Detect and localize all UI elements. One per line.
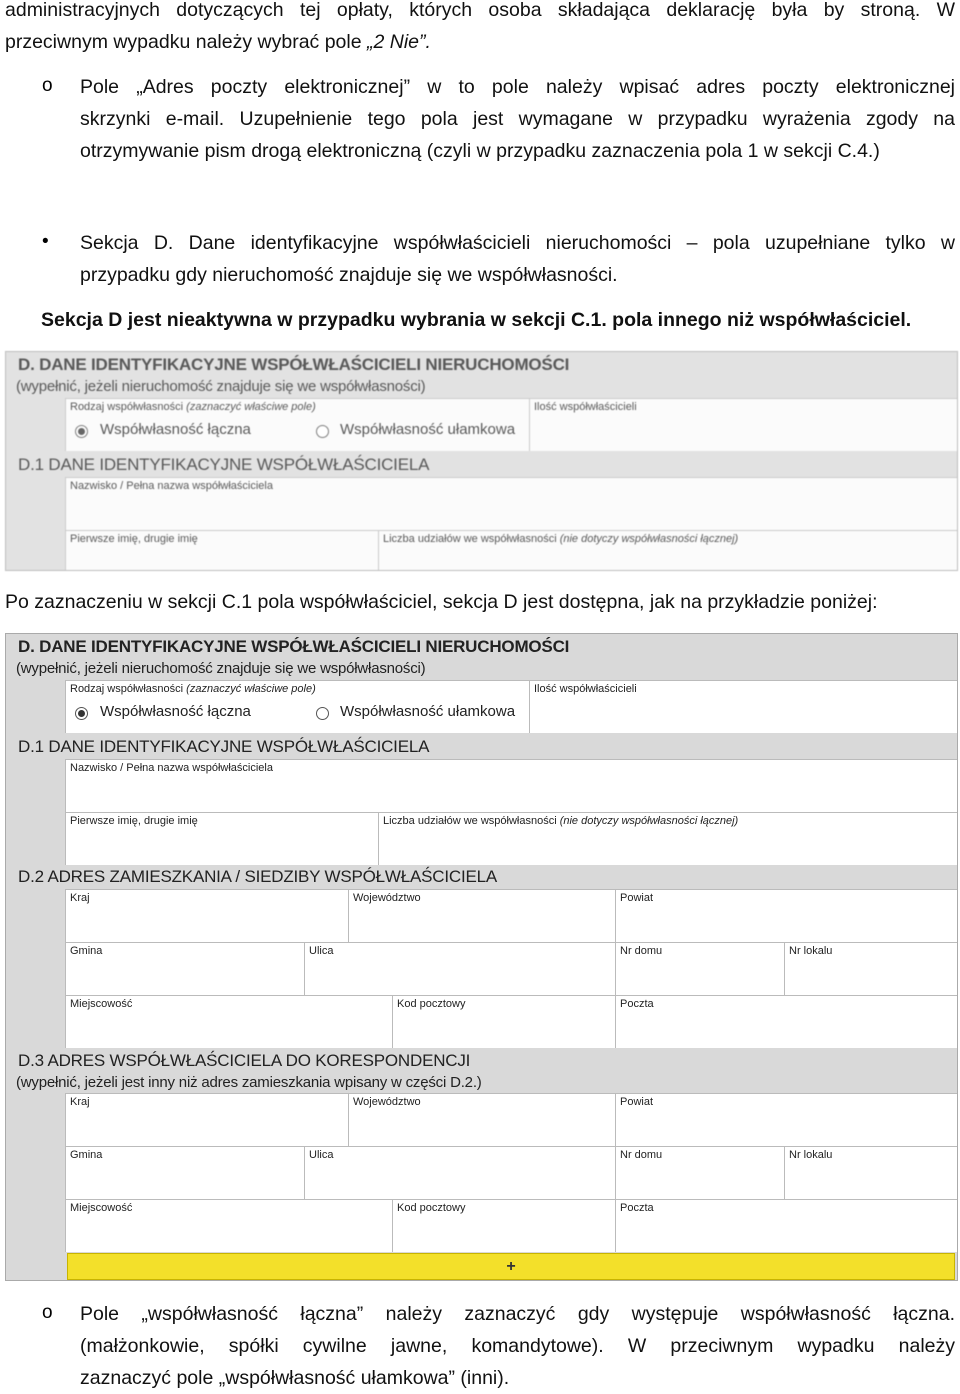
list-marker: • xyxy=(42,231,49,252)
country-field[interactable] xyxy=(65,889,348,942)
field-label: Ilość współwłaścicieli xyxy=(534,401,637,413)
section-title: D.1 DANE IDENTYFIKACYJNE WSPÓŁWŁAŚCICIELA xyxy=(18,455,430,474)
inactive-section-d-form xyxy=(5,351,958,571)
field-label: Ilość współwłaścicieli xyxy=(534,683,637,695)
field-label: Pierwsze imię, drugie imię xyxy=(70,533,198,545)
field-label: Nr domu xyxy=(620,945,663,957)
section-subtitle: (wypełnić, jeżeli nieruchomość znajduje się we współwłasności) xyxy=(16,378,426,395)
section-subtitle: (wypełnić, jeżeli nieruchomość znajduje się we współwłasności) xyxy=(16,660,426,677)
section-subtitle: (wypełnić, jeżeli jest inny niż adres zamieszkania wpisany w części D.2.) xyxy=(16,1074,482,1091)
section-title: D.1 DANE IDENTYFIKACYJNE WSPÓŁWŁAŚCICIELA xyxy=(18,737,430,756)
radio-fractional[interactable] xyxy=(316,707,329,720)
voivodeship-field[interactable] xyxy=(348,889,615,942)
house-number-field[interactable] xyxy=(615,1146,784,1199)
post-office-field[interactable] xyxy=(615,995,958,1048)
paragraph-line: otrzymywanie pism drogą elektroniczną (czyli w przypadku zaznaczenia pola 1 w sekcji C.4.) xyxy=(80,140,880,162)
shares-field[interactable] xyxy=(378,812,958,865)
surname-field[interactable] xyxy=(65,477,958,530)
co-owner-count-field[interactable] xyxy=(529,398,958,451)
section-title: D. DANE IDENTYFIKACYJNE WSPÓŁWŁAŚCICIELI NIERUCHOMOŚCI xyxy=(18,637,570,656)
surname-field[interactable] xyxy=(65,759,958,812)
field-label: Powiat xyxy=(620,892,654,904)
country-field[interactable] xyxy=(65,1093,348,1146)
street-field[interactable] xyxy=(304,942,615,995)
paragraph-line: Sekcja D. Dane identyfikacyjne współwłaścicieli nieruchomości – pola uzupełniane tylko w xyxy=(80,232,955,254)
list-marker: o xyxy=(42,75,53,96)
section-title: D. DANE IDENTYFIKACYJNE WSPÓŁWŁAŚCICIELI NIERUCHOMOŚCI xyxy=(18,355,570,374)
paragraph-line: administracyjnych dotyczących tej opłaty, których osoba składająca deklarację była by stroną. W xyxy=(5,0,955,21)
paragraph-line: skrzynki e-mail. Uzupełnienie tego pola jest wymagane w przypadku wyrażenia zgody na xyxy=(80,108,955,130)
option-reference: „2 Nie”. xyxy=(367,31,431,53)
option-label: Współwłasność ułamkowa xyxy=(340,421,516,438)
paragraph-line: przypadku gdy nieruchomość znajduje się we współwłasności. xyxy=(80,264,618,286)
add-co-owner-button[interactable]: + xyxy=(67,1253,955,1280)
apartment-number-field[interactable] xyxy=(784,942,958,995)
field-label: Pierwsze imię, drugie imię xyxy=(70,815,198,827)
post-office-field[interactable] xyxy=(615,1199,958,1252)
field-label: Nr lokalu xyxy=(789,945,833,957)
ownership-type-box xyxy=(65,398,529,451)
field-label: Kod pocztowy xyxy=(397,1202,466,1214)
paragraph-line xyxy=(5,26,431,58)
county-field[interactable] xyxy=(615,1093,958,1146)
option-label: Współwłasność łączna xyxy=(100,703,251,720)
field-label: Kraj xyxy=(70,1096,90,1108)
voivodeship-field[interactable] xyxy=(348,1093,615,1146)
field-label: Miejscowość xyxy=(70,1202,133,1214)
street-field[interactable] xyxy=(304,1146,615,1199)
field-label: Liczba udziałów we współwłasności (nie dotyczy współwłasności łącznej) xyxy=(383,815,739,827)
commune-field[interactable] xyxy=(65,942,304,995)
postal-code-field[interactable] xyxy=(392,1199,615,1252)
apartment-number-field[interactable] xyxy=(784,1146,958,1199)
house-number-field[interactable] xyxy=(615,942,784,995)
radio-fractional[interactable] xyxy=(316,425,329,438)
paragraph-text: przeciwnym wypadku należy wybrać pole xyxy=(5,31,367,53)
field-label: Rodzaj współwłasności (zaznaczyć właściwe pole) xyxy=(70,401,316,413)
field-label: Miejscowość xyxy=(70,998,133,1010)
county-field[interactable] xyxy=(615,889,958,942)
option-label: Współwłasność ułamkowa xyxy=(340,703,516,720)
field-label: Województwo xyxy=(353,892,421,904)
paragraph-line: zaznaczyć pole „współwłasność ułamkowa” (inni). xyxy=(80,1367,510,1389)
postal-code-field[interactable] xyxy=(392,995,615,1048)
field-label: Nazwisko / Pełna nazwa współwłaściciela xyxy=(70,762,273,774)
commune-field[interactable] xyxy=(65,1146,304,1199)
field-label: Gmina xyxy=(70,1149,103,1161)
section-title: D.3 ADRES WSPÓŁWŁAŚCICIELA DO KORESPONDENCJI xyxy=(18,1051,471,1070)
field-label: Gmina xyxy=(70,945,103,957)
radio-joint[interactable] xyxy=(75,425,88,438)
option-label: Współwłasność łączna xyxy=(100,421,251,438)
city-field[interactable] xyxy=(65,1199,392,1252)
section-title: D.2 ADRES ZAMIESZKANIA / SIEDZIBY WSPÓŁWŁAŚCICIELA xyxy=(18,867,498,886)
radio-joint[interactable] xyxy=(75,707,88,720)
paragraph-line: Pole „współwłasność łączna” należy zaznaczyć gdy występuje współwłasność łączna. xyxy=(80,1303,955,1325)
field-label: Województwo xyxy=(353,1096,421,1108)
city-field[interactable] xyxy=(65,995,392,1048)
list-marker: o xyxy=(42,1302,53,1323)
field-label: Poczta xyxy=(620,998,654,1010)
active-section-d-form xyxy=(5,633,958,1281)
ownership-type-box xyxy=(65,680,529,733)
field-label: Rodzaj współwłasności (zaznaczyć właściwe pole) xyxy=(70,683,316,695)
field-label: Kraj xyxy=(70,892,90,904)
field-label: Nr lokalu xyxy=(789,1149,833,1161)
first-name-field[interactable] xyxy=(65,530,378,571)
first-name-field[interactable] xyxy=(65,812,378,865)
field-label: Ulica xyxy=(309,1149,334,1161)
field-label: Liczba udziałów we współwłasności (nie dotyczy współwłasności łącznej) xyxy=(383,533,739,545)
paragraph-line: Pole „Adres poczty elektronicznej” w to pole należy wpisać adres poczty elektronicznej xyxy=(80,76,955,98)
co-owner-count-field[interactable] xyxy=(529,680,958,733)
bold-note: Sekcja D jest nieaktywna w przypadku wybrania w sekcji C.1. pola innego niż współwłaściciel. xyxy=(41,309,912,331)
field-label: Ulica xyxy=(309,945,334,957)
field-label: Kod pocztowy xyxy=(397,998,466,1010)
field-label: Powiat xyxy=(620,1096,654,1108)
field-label: Nr domu xyxy=(620,1149,663,1161)
paragraph-line: Po zaznaczeniu w sekcji C.1 pola współwłaściciel, sekcja D jest dostępna, jak na przykładzie poniżej: xyxy=(5,591,878,613)
field-label: Nazwisko / Pełna nazwa współwłaściciela xyxy=(70,480,273,492)
paragraph-line: (małżonkowie, spółki cywilne jawne, komandytowe). W przeciwnym wypadku należy xyxy=(80,1335,955,1357)
shares-field[interactable] xyxy=(378,530,958,571)
field-label: Poczta xyxy=(620,1202,654,1214)
